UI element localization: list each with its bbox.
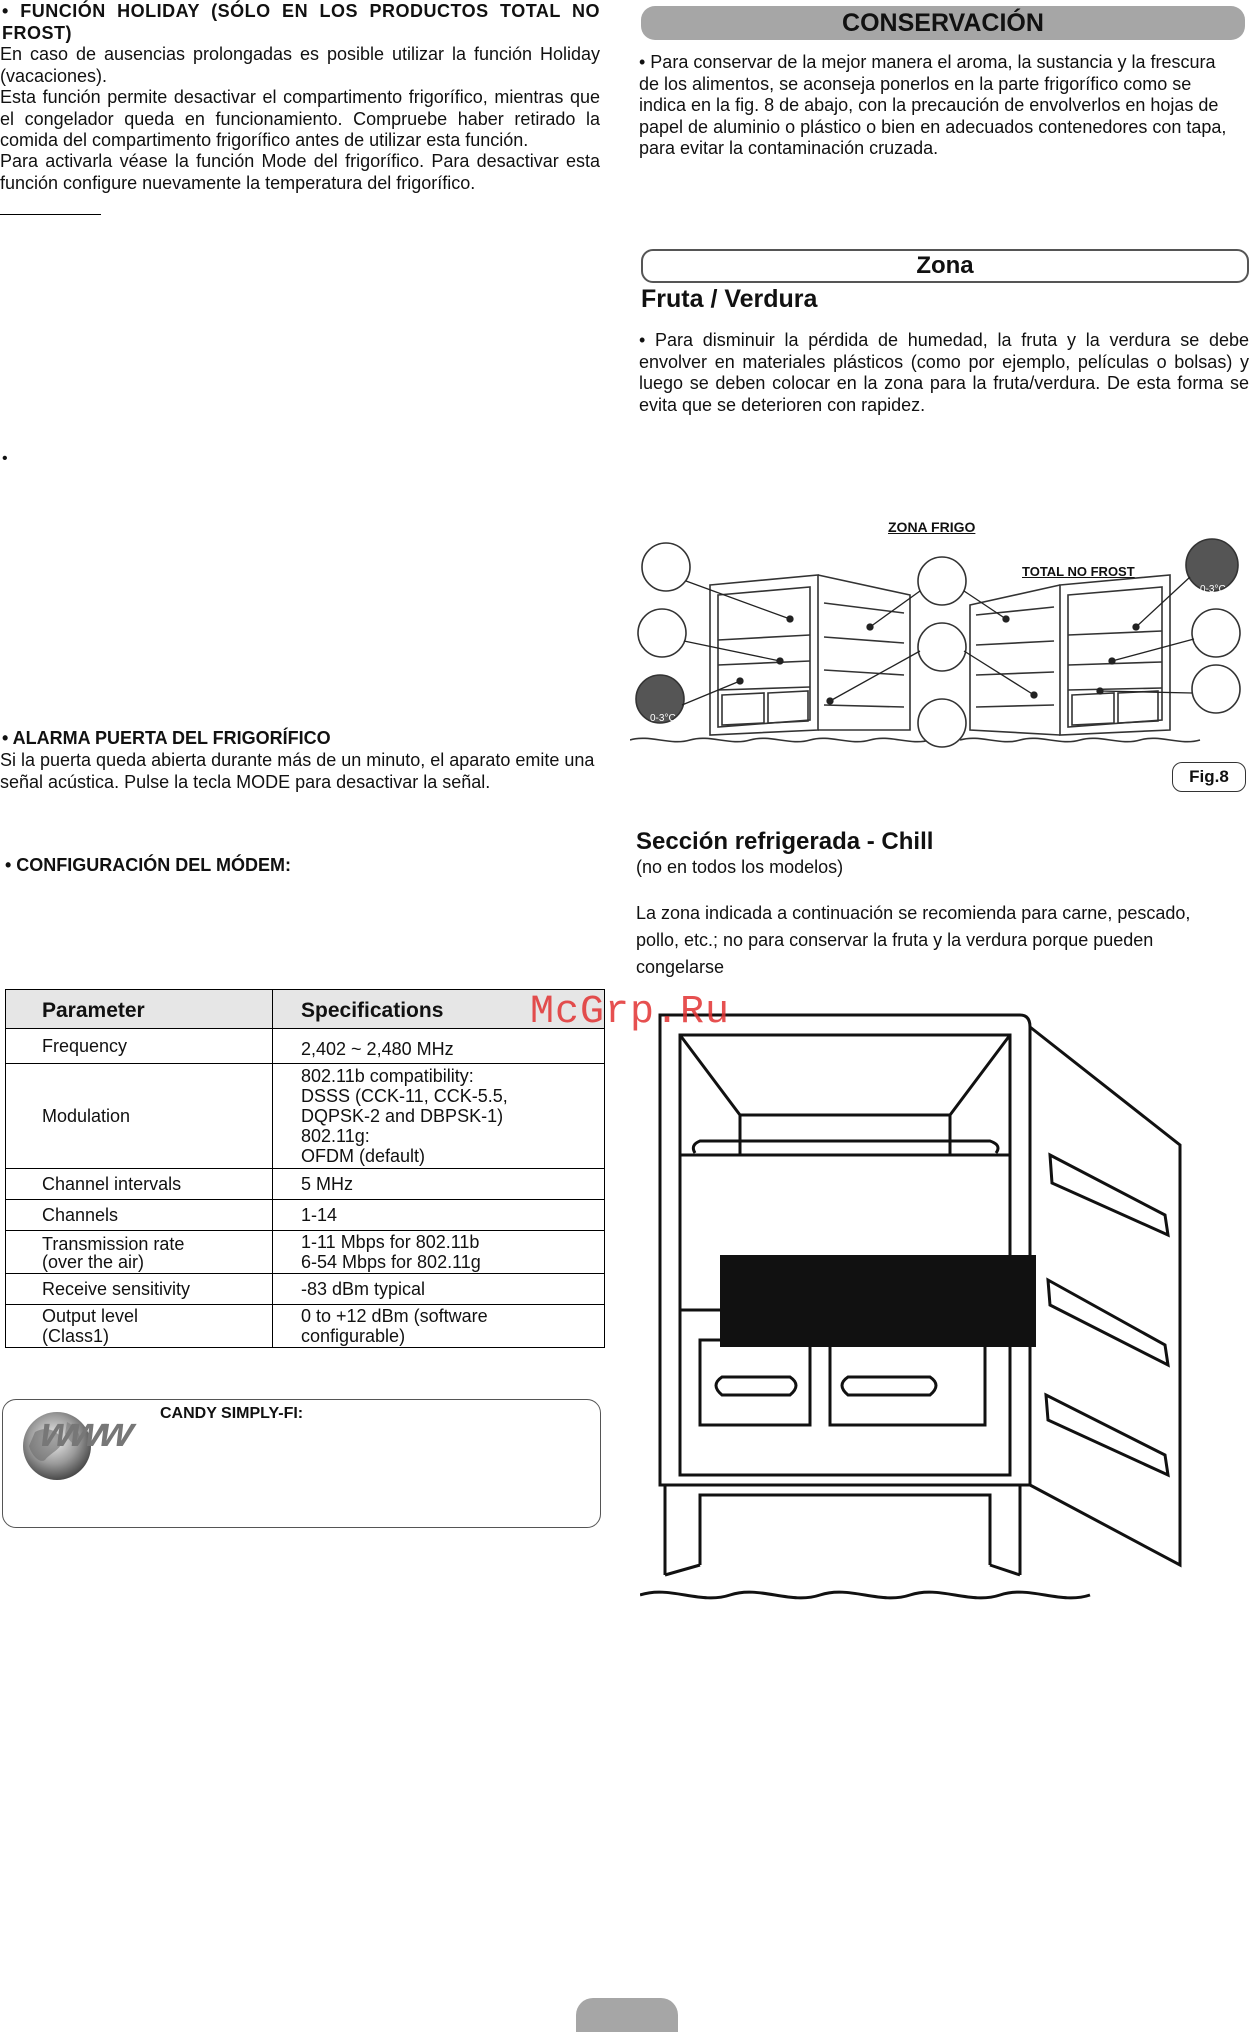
food-icon-group-middle [918, 557, 966, 747]
modem-title: • CONFIGURACIÓN DEL MÓDEM: [5, 855, 291, 875]
section-divider [0, 214, 101, 215]
chill-paragraph: La zona indicada a continuación se recomienda para carne, pescado, pollo, etc.; no para conservar la fruta y la verdura porque pueden congelarse [636, 903, 1191, 977]
fruta-verdura-title: Fruta / Verdura [641, 285, 818, 313]
conservacion-paragraph: • Para conservar de la mejor manera el aroma, la sustancia y la frescura de los alimentos, se aconseja ponerlos en la parte frigorífico como se indica en la fig. 8 de abajo, con la precaución de envolverlos en hojas de papel de aluminio o plástico o bien en adecuados contenedores con tapa, para evitar la contaminación cruzada. [639, 52, 1227, 158]
table-row [6, 1169, 605, 1200]
spec-line: DSSS (CCK-11, CCK-5.5, [301, 1086, 508, 1106]
page-number-tab [576, 1998, 678, 2032]
door-shelves [1046, 1155, 1168, 1475]
candy-simply-fi-title: CANDY SIMPLY-FI: [160, 1405, 304, 1422]
chill-section [720, 1255, 1036, 1347]
chill-title: Sección refrigerada - Chill [636, 828, 934, 855]
table-row [6, 1064, 605, 1169]
param-line: Output level [42, 1306, 139, 1326]
row-param-channels: Channels [6, 1200, 273, 1231]
temp-label-left: 0-3°C [650, 713, 676, 724]
row-param-modulation: Modulation [6, 1064, 273, 1169]
alarm-title: • ALARMA PUERTA DEL FRIGORÍFICO [2, 728, 331, 748]
row-spec-channels: 1-14 [273, 1200, 605, 1231]
total-no-frost-label: TOTAL NO FROST [1022, 564, 1135, 579]
stray-bullet: • [2, 450, 8, 467]
row-param-transmission-rate [6, 1231, 273, 1274]
chill-subtitle: (no en todos los modelos) [636, 857, 844, 877]
table-row [6, 1200, 605, 1231]
right-fridge-drawing [960, 575, 1200, 742]
food-icon-group-left [636, 543, 690, 723]
modem-spec-table [5, 989, 605, 1348]
chill-fridge-illustration [640, 1005, 1200, 1625]
spec-line: DQPSK-2 and DBPSK-1) [301, 1106, 504, 1126]
param-line: (over the air) [42, 1252, 145, 1272]
spec-line: configurable) [301, 1326, 406, 1346]
spec-line: 1-11 Mbps for 802.11b [301, 1232, 480, 1252]
fruta-verdura-paragraph: • Para disminuir la pérdida de humedad, la fruta y la verdura se debe envolver en materiales plásticos (como por ejemplo, películas o bolsas) y luego se deben colocar en la zona para la fruta/verdura. De esta forma se evita que se deterioren con rapidez. [639, 330, 1249, 415]
spec-line: 6-54 Mbps for 802.11g [301, 1252, 481, 1272]
holiday-paragraph-1: En caso de ausencias prolongadas es posible utilizar la función Holiday (vacaciones). [0, 44, 600, 86]
holiday-title: • FUNCIÓN HOLIDAY (SÓLO EN LOS PRODUCTOS TOTAL NO FROST) [2, 1, 600, 43]
row-spec-receive-sensitivity: -83 dBm typical [273, 1274, 605, 1305]
table-row [6, 1231, 605, 1274]
zona-frigo-label: ZONA FRIGO [888, 519, 976, 535]
param-line: (Class1) [42, 1326, 110, 1346]
holiday-paragraph-3: Para activarla véase la función Mode del frigorífico. Para desactivar esta función configure nuevamente la temperatura del frigorífico. [0, 151, 600, 193]
spec-line: 802.11b compatibility: [301, 1066, 474, 1086]
param-line: Transmission rate [42, 1234, 185, 1254]
spec-line: 2,402 ~ 2,480 MHz [301, 1039, 454, 1059]
table-row [6, 1305, 605, 1348]
table-row [6, 1029, 605, 1064]
table-row [6, 1274, 605, 1305]
food-icon-group-right [1186, 539, 1240, 713]
conservacion-title: CONSERVACIÓN [641, 6, 1245, 40]
spec-line: 0 to +12 dBm (software [301, 1306, 488, 1326]
alarm-paragraph: Si la puerta queda abierta durante más de un minuto, el aparato emite una señal acústica. Pulse la tecla MODE para desactivar la señal. [0, 750, 595, 792]
zona-title: Zona [641, 249, 1249, 283]
spec-line: 802.11g: [301, 1126, 370, 1146]
www-logo-text: www [36, 1408, 135, 1455]
watermark-text: McGrp.Ru [530, 990, 731, 1035]
table-header-parameter: Parameter [6, 990, 273, 1029]
candy-simply-fi-box [2, 1399, 601, 1528]
row-spec-transmission-rate [273, 1231, 605, 1274]
table-header-row [6, 990, 605, 1029]
spec-line: OFDM (default) [301, 1146, 426, 1166]
fig8-fridge-illustration [630, 515, 1250, 755]
table-header-specifications: Specifications [273, 990, 605, 1029]
holiday-paragraph-2: Esta función permite desactivar el compartimento frigorífico, mientras que el congelador queda en funcionamiento. Compruebe haber retirado la comida del compartimento frigorífico antes de utilizar esta función. [0, 87, 600, 150]
row-param-receive-sensitivity: Receive sensitivity [6, 1274, 273, 1305]
fig8-label: Fig.8 [1172, 762, 1246, 792]
row-spec-modulation [273, 1064, 605, 1169]
row-spec-channel-intervals: 5 MHz [273, 1169, 605, 1200]
row-param-output-level [6, 1305, 273, 1348]
row-param-channel-intervals: Channel intervals [6, 1169, 273, 1200]
row-param-frequency: Frequency [6, 1029, 273, 1064]
temp-label-right: 0-3°C [1200, 584, 1226, 595]
row-spec-output-level [273, 1305, 605, 1348]
